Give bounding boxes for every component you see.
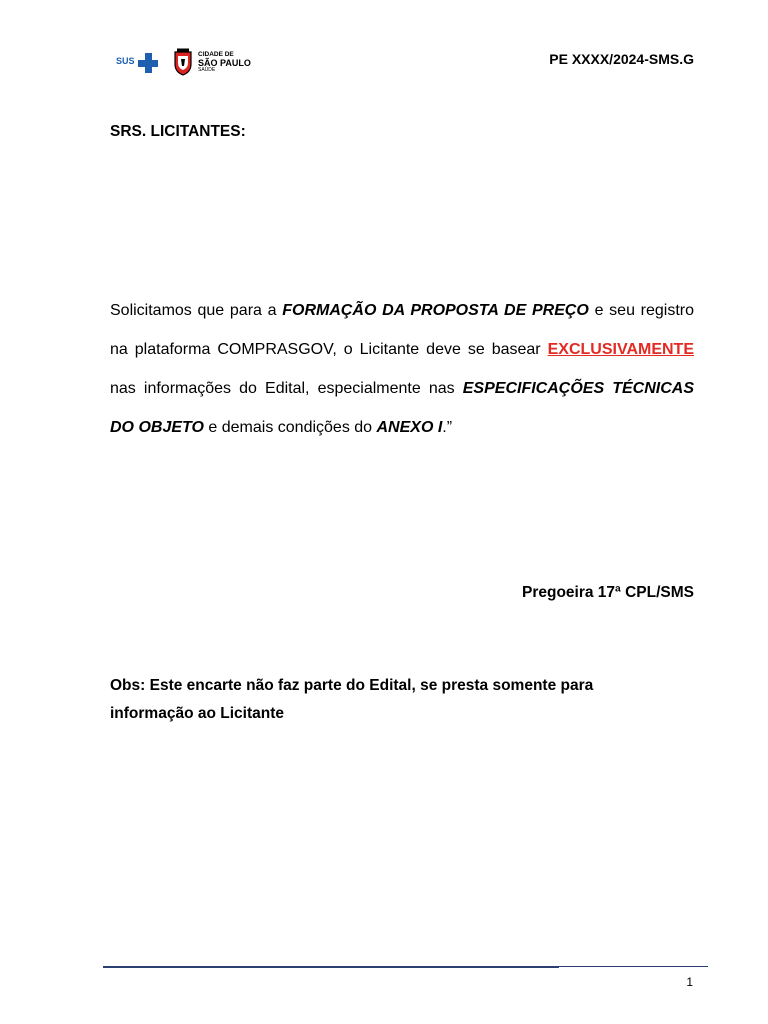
para-text-4: e demais condições do xyxy=(203,419,377,436)
para-emphasis-especificacoes: ESPECIFICAÇÕES TÉCNICAS DO OBJETO xyxy=(110,380,694,436)
para-emphasis-anexo: ANEXO I xyxy=(376,419,443,436)
city-logo-line3: SAÚDE xyxy=(198,66,216,73)
para-emphasis-exclusivamente: EXCLUSIVAMENTE xyxy=(547,341,694,358)
footer-rule-thick xyxy=(103,966,559,968)
signature-line: Pregoeira 17ª CPL/SMS xyxy=(522,584,694,601)
observation-line-2: informação ao Licitante xyxy=(110,705,284,722)
document-code: PE XXXX/2024-SMS.G xyxy=(549,51,694,67)
para-text-1: Solicitamos que para a xyxy=(110,302,283,319)
para-text-2: e seu registro na plataforma COMPRASGOV, o Licitante deve se basear xyxy=(110,302,695,358)
sus-logo-text: SUS xyxy=(116,56,135,66)
city-logo-text xyxy=(198,52,251,73)
para-text-5: .” xyxy=(442,419,453,436)
observation-note xyxy=(110,672,700,728)
city-logo-line1: CIDADE DE xyxy=(198,51,234,58)
addressee-heading: SRS. LICITANTES: xyxy=(110,123,246,140)
footer-rule xyxy=(103,966,708,968)
city-logo-line2: SÃO PAULO xyxy=(198,57,251,68)
para-emphasis-proposta: FORMAÇÃO DA PROPOSTA DE PREÇO xyxy=(282,302,589,319)
main-paragraph xyxy=(110,291,694,447)
footer-rule-thin xyxy=(559,966,708,967)
sus-cross-icon xyxy=(138,53,158,73)
para-text-3: nas informações do Edital, especialmente nas xyxy=(110,380,463,397)
header-logos xyxy=(116,48,256,78)
observation-line-1: Obs: Este encarte não faz parte do Edital, se presta somente para xyxy=(110,677,594,694)
page-number: 1 xyxy=(686,975,693,989)
sao-paulo-crest-icon xyxy=(172,48,194,76)
